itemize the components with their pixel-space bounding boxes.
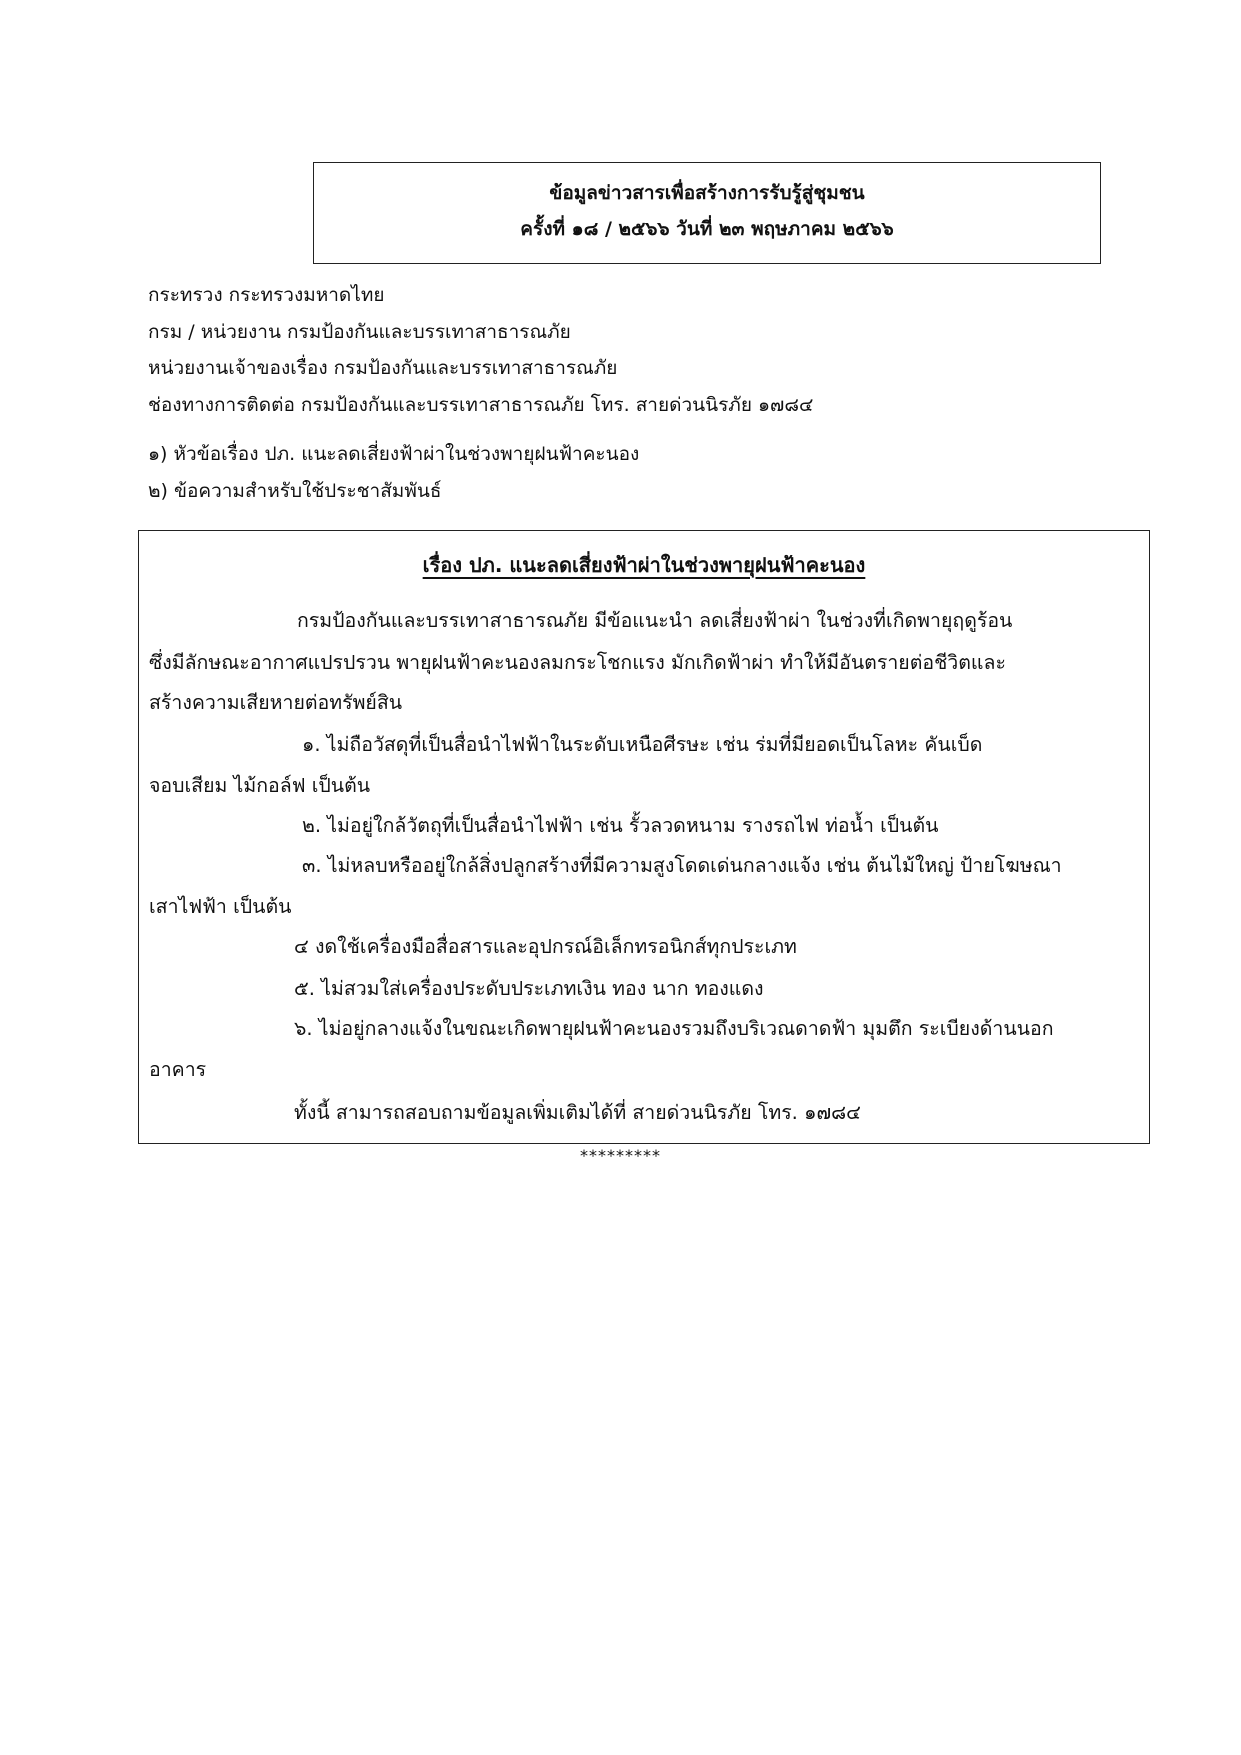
article-line: เสาไฟฟ้า เป็นต้น <box>149 895 292 918</box>
meta-department: กรม / หน่วยงาน กรมป้องกันและบรรเทาสาธารณภัย <box>148 321 571 343</box>
article-line: ๑. ไม่ถือวัสดุที่เป็นสื่อนำไฟฟ้าในระดับเหนือศีรษะ เช่น ร่มที่มียอดเป็นโลหะ คันเบ็ด <box>302 733 983 756</box>
end-separator: ********* <box>580 1146 661 1165</box>
article-line: ทั้งนี้ สามารถสอบถามข้อมูลเพิ่มเติมได้ที่ สายด่วนนิรภัย โทร. ๑๗๘๔ <box>294 1101 861 1124</box>
article-line: สร้างความเสียหายต่อทรัพย์สิน <box>149 691 403 714</box>
header-title: ข้อมูลข่าวสารเพื่อสร้างการรับรู้สู่ชุมชน <box>549 182 865 204</box>
article-line: อาคาร <box>149 1058 207 1081</box>
article-line: ซึ่งมีลักษณะอากาศแปรปรวน พายุฝนฟ้าคะนองลมกระโชกแรง มักเกิดฟ้าผ่า ทำให้มีอันตรายต่อชีวิตและ <box>149 651 1006 674</box>
header-box <box>313 162 1101 264</box>
header-issue-line: ครั้งที่ ๑๘ / ๒๕๖๖ วันที่ ๒๓ พฤษภาคม ๒๕๖๖ <box>520 218 894 240</box>
meta-topic: ๑) หัวข้อเรื่อง ปภ. แนะลดเสี่ยงฟ้าผ่าในช่วงพายุฝนฟ้าคะนอง <box>148 443 640 465</box>
article-line: ๖. ไม่อยู่กลางแจ้งในขณะเกิดพายุฝนฟ้าคะนองรวมถึงบริเวณดาดฟ้า มุมตึก ระเบียงด้านนอก <box>294 1017 1054 1040</box>
meta-pr-label: ๒) ข้อความสำหรับใช้ประชาสัมพันธ์ <box>148 480 442 502</box>
meta-contact: ช่องทางการติดต่อ กรมป้องกันและบรรเทาสาธารณภัย โทร. สายด่วนนิรภัย ๑๗๘๔ <box>148 394 814 416</box>
article-line: ๓. ไม่หลบหรืออยู่ใกล้สิ่งปลูกสร้างที่มีความสูงโดดเด่นกลางแจ้ง เช่น ต้นไม้ใหญ่ ป้ายโฆษณา <box>302 854 1062 877</box>
article-line: ๔ งดใช้เครื่องมือสื่อสารและอุปกรณ์อิเล็กทรอนิกส์ทุกประเภท <box>294 935 797 958</box>
meta-ministry: กระทรวง กระทรวงมหาดไทย <box>148 284 385 306</box>
article-title: เรื่อง ปภ. แนะลดเสี่ยงฟ้าผ่าในช่วงพายุฝนฟ้าคะนอง <box>422 553 866 577</box>
article-line: ๕. ไม่สวมใส่เครื่องประดับประเภทเงิน ทอง นาก ทองแดง <box>294 977 764 1000</box>
article-line: ๒. ไม่อยู่ใกล้วัตถุที่เป็นสื่อนำไฟฟ้า เช่น รั้วลวดหนาม รางรถไฟ ท่อน้ำ เป็นต้น <box>302 814 939 837</box>
article-box <box>138 530 1150 1144</box>
article-line: กรมป้องกันและบรรเทาสาธารณภัย มีข้อแนะนำ ลดเสี่ยงฟ้าผ่า ในช่วงที่เกิดพายุฤดูร้อน <box>297 609 1013 632</box>
meta-owner: หน่วยงานเจ้าของเรื่อง กรมป้องกันและบรรเทาสาธารณภัย <box>148 357 618 379</box>
article-line: จอบเสียม ไม้กอล์ฟ เป็นต้น <box>149 774 371 797</box>
